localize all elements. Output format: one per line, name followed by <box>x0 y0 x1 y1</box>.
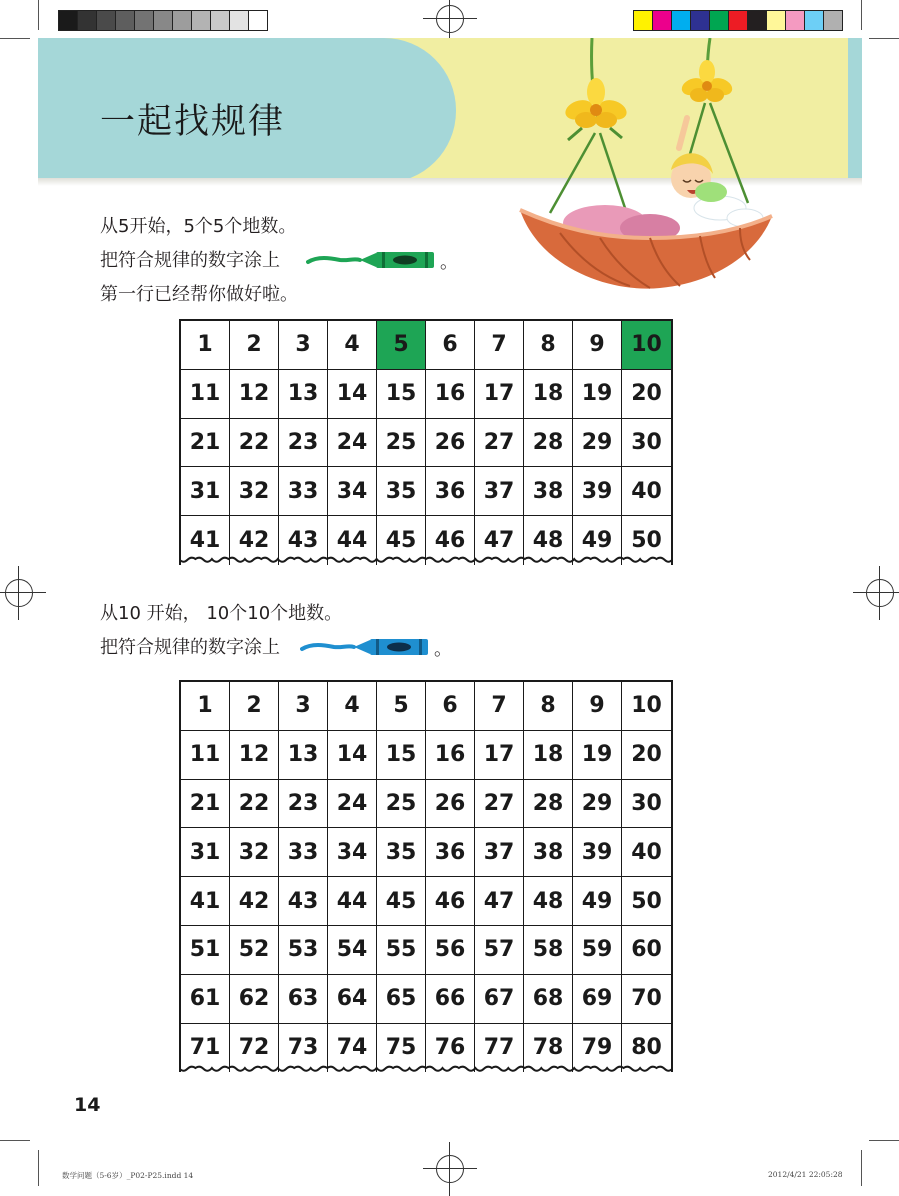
grid-cell-50[interactable]: 50 <box>622 877 671 926</box>
grid-cell-55[interactable]: 55 <box>377 926 426 975</box>
grid-cell-13[interactable]: 13 <box>279 370 328 419</box>
crop-mark <box>869 1140 899 1141</box>
calibration-swatch <box>672 11 691 30</box>
grid-cell-8[interactable]: 8 <box>524 321 573 370</box>
grid-cell-5[interactable]: 5 <box>377 682 426 731</box>
grid-cell-42[interactable]: 42 <box>230 877 279 926</box>
grid-cell-72[interactable]: 72 <box>230 1024 279 1073</box>
grid-cell-32[interactable]: 32 <box>230 467 279 516</box>
fairy-shell-swing-illustration <box>500 38 790 298</box>
grid-cell-48[interactable]: 48 <box>524 877 573 926</box>
calibration-swatch <box>748 11 767 30</box>
grid-cell-54[interactable]: 54 <box>328 926 377 975</box>
grid-cell-39[interactable]: 39 <box>573 467 622 516</box>
calibration-swatch <box>824 11 842 30</box>
calibration-swatch <box>154 11 173 30</box>
grid-cell-51[interactable]: 51 <box>181 926 230 975</box>
grid-cell-45[interactable]: 45 <box>377 877 426 926</box>
grid-cell-45[interactable]: 45 <box>377 516 426 565</box>
grid-cell-40[interactable]: 40 <box>622 828 671 877</box>
grid-cell-46[interactable]: 46 <box>426 877 475 926</box>
calibration-swatch <box>192 11 211 30</box>
grid-cell-21[interactable]: 21 <box>181 780 230 829</box>
blue-crayon-icon <box>300 636 430 658</box>
grid-cell-80[interactable]: 80 <box>631 1035 662 1061</box>
grid-cell-73[interactable]: 73 <box>279 1024 328 1073</box>
grid-cell-3[interactable]: 3 <box>279 682 328 731</box>
crop-mark <box>38 1150 39 1186</box>
grid-cell-66[interactable]: 66 <box>426 975 475 1024</box>
crop-mark <box>861 0 862 30</box>
number-grid-1-to-80 <box>179 680 673 1072</box>
grid-cell-41[interactable]: 41 <box>181 516 230 565</box>
grid-cell-16[interactable]: 16 <box>426 370 475 419</box>
grid-cell-1[interactable]: 1 <box>181 682 230 731</box>
grid-cell-78[interactable]: 78 <box>524 1024 573 1073</box>
instruction-count-by-5: 从5开始，5个5个地数。 <box>100 216 297 237</box>
grid-cell-37[interactable]: 37 <box>475 467 524 516</box>
grid-cell-14[interactable]: 14 <box>328 370 377 419</box>
grid-cell-24[interactable]: 24 <box>328 780 377 829</box>
calibration-swatch <box>767 11 786 30</box>
grid-cell-7[interactable]: 7 <box>475 682 524 731</box>
calibration-swatch <box>97 11 116 30</box>
instruction-period: 。 <box>434 639 452 660</box>
calibration-swatch <box>634 11 653 30</box>
grid-cell-30[interactable]: 30 <box>622 419 671 468</box>
page-title: 一起找规律 <box>100 102 286 142</box>
grid-cell-47[interactable]: 47 <box>475 516 524 565</box>
grid-cell-7[interactable]: 7 <box>475 321 524 370</box>
crop-mark <box>38 0 39 30</box>
grid-cell-1[interactable]: 1 <box>181 321 230 370</box>
color-calibration-strip <box>633 10 843 31</box>
grid-cell-21[interactable]: 21 <box>181 419 230 468</box>
grid-cell-29[interactable]: 29 <box>573 780 622 829</box>
grid-cell-18[interactable]: 18 <box>524 370 573 419</box>
calibration-swatch <box>116 11 135 30</box>
grid-cell-8[interactable]: 8 <box>524 682 573 731</box>
grid-cell-60[interactable]: 60 <box>622 926 671 975</box>
grid-cell-34[interactable]: 34 <box>328 828 377 877</box>
grid-cell-33[interactable]: 33 <box>279 828 328 877</box>
calibration-swatch <box>135 11 154 30</box>
calibration-swatch <box>786 11 805 30</box>
calibration-swatch <box>653 11 672 30</box>
grid-cell-9[interactable]: 9 <box>573 682 622 731</box>
grid-cell-15[interactable]: 15 <box>377 731 426 780</box>
grid-cell-2[interactable]: 2 <box>230 682 279 731</box>
grid-cell-22[interactable]: 22 <box>230 780 279 829</box>
grid-cell-79[interactable]: 79 <box>573 1024 622 1073</box>
grid-cell-28[interactable]: 28 <box>524 419 573 468</box>
grid-cell-58[interactable]: 58 <box>524 926 573 975</box>
grid-cell-11[interactable]: 11 <box>181 731 230 780</box>
instruction-color-numbers: 把符合规律的数字涂上 <box>100 250 280 271</box>
grid-cell-69[interactable]: 69 <box>573 975 622 1024</box>
registration-mark-bottom <box>436 1155 464 1183</box>
grid-cell-41[interactable]: 41 <box>181 877 230 926</box>
grid-cell-15[interactable]: 15 <box>377 370 426 419</box>
grid-cell-18[interactable]: 18 <box>524 731 573 780</box>
grid-cell-16[interactable]: 16 <box>426 731 475 780</box>
grid-cell-22[interactable]: 22 <box>230 419 279 468</box>
calibration-swatch <box>729 11 748 30</box>
grid-cell-14[interactable]: 14 <box>328 731 377 780</box>
grid-cell-3[interactable]: 3 <box>279 321 328 370</box>
grid-cell-44[interactable]: 44 <box>328 877 377 926</box>
calibration-swatch <box>805 11 824 30</box>
grid-cell-33[interactable]: 33 <box>279 467 328 516</box>
grid-cell-27[interactable]: 27 <box>475 780 524 829</box>
grid-cell-74[interactable]: 74 <box>328 1024 377 1073</box>
print-slug-filename: 数学问题（5-6岁）_P02-P25.indd 14 <box>62 1171 194 1180</box>
grid-cell-49[interactable]: 49 <box>573 516 622 565</box>
grid-cell-38[interactable]: 38 <box>524 467 573 516</box>
grid-cell-2[interactable]: 2 <box>230 321 279 370</box>
grid-cell-67[interactable]: 67 <box>475 975 524 1024</box>
grid-cell-4[interactable]: 4 <box>328 321 377 370</box>
grid-cell-10[interactable]: 10 <box>622 682 671 731</box>
number-grid-1-to-50 <box>179 319 673 565</box>
grid-cell-42[interactable]: 42 <box>230 516 279 565</box>
grid-cell-13[interactable]: 13 <box>279 731 328 780</box>
grid-cell-46[interactable]: 46 <box>426 516 475 565</box>
grid-cell-25[interactable]: 25 <box>377 419 426 468</box>
instruction-color-numbers-blue: 把符合规律的数字涂上 <box>100 637 280 658</box>
calibration-swatch <box>59 11 78 30</box>
grid-cell-61[interactable]: 61 <box>181 975 230 1024</box>
grid-cell-43[interactable]: 43 <box>279 877 328 926</box>
grid-cell-63[interactable]: 63 <box>279 975 328 1024</box>
grid-cell-23[interactable]: 23 <box>279 419 328 468</box>
crop-mark <box>0 1140 30 1141</box>
grid-cell-19[interactable]: 19 <box>573 731 622 780</box>
grid-cell-56[interactable]: 56 <box>426 926 475 975</box>
grid-cell-65[interactable]: 65 <box>377 975 426 1024</box>
instruction-period: 。 <box>440 252 458 273</box>
grid-cell-34[interactable]: 34 <box>328 467 377 516</box>
calibration-swatch <box>691 11 710 30</box>
grid-cell-71[interactable]: 71 <box>181 1024 230 1073</box>
page-number: 14 <box>74 1094 101 1116</box>
grid-cell-5[interactable]: 5 <box>377 321 426 370</box>
green-crayon-icon <box>306 249 436 271</box>
calibration-swatch <box>710 11 729 30</box>
instruction-count-by-10: 从10 开始， 10个10个地数。 <box>100 603 343 624</box>
calibration-swatch <box>173 11 192 30</box>
grid-cell-76[interactable]: 76 <box>426 1024 475 1073</box>
grid-cell-31[interactable]: 31 <box>181 828 230 877</box>
calibration-swatch <box>230 11 249 30</box>
instruction-first-row-done: 第一行已经帮你做好啦。 <box>100 284 298 305</box>
grid-cell-24[interactable]: 24 <box>328 419 377 468</box>
grid-cell-43[interactable]: 43 <box>279 516 328 565</box>
grid-cell-44[interactable]: 44 <box>328 516 377 565</box>
registration-mark-top <box>436 5 464 33</box>
grid-cell-35[interactable]: 35 <box>377 467 426 516</box>
grid-cell-53[interactable]: 53 <box>279 926 328 975</box>
grid-cell-37[interactable]: 37 <box>475 828 524 877</box>
grid-cell-26[interactable]: 26 <box>426 419 475 468</box>
grid-cell-29[interactable]: 29 <box>573 419 622 468</box>
grid-cell-48[interactable]: 48 <box>524 516 573 565</box>
grid-cell-32[interactable]: 32 <box>230 828 279 877</box>
grid-cell-6[interactable]: 6 <box>426 682 475 731</box>
grid-cell-36[interactable]: 36 <box>426 828 475 877</box>
grid-cell-30[interactable]: 30 <box>622 780 671 829</box>
gray-calibration-strip <box>58 10 268 31</box>
grid-cell-17[interactable]: 17 <box>475 370 524 419</box>
grid-cell-62[interactable]: 62 <box>230 975 279 1024</box>
grid-cell-68[interactable]: 68 <box>524 975 573 1024</box>
grid-cell-28[interactable]: 28 <box>524 780 573 829</box>
grid-cell-47[interactable]: 47 <box>475 877 524 926</box>
grid-cell-75[interactable]: 75 <box>377 1024 426 1073</box>
grid-cell-19[interactable]: 19 <box>573 370 622 419</box>
crop-mark <box>869 38 899 39</box>
grid-cell-64[interactable]: 64 <box>328 975 377 1024</box>
grid-torn-edge <box>179 555 673 567</box>
grid-cell-12[interactable]: 12 <box>230 731 279 780</box>
print-slug-timestamp: 2012/4/21 22:05:28 <box>768 1170 843 1179</box>
grid-cell-70[interactable]: 70 <box>622 975 671 1024</box>
grid-cell-20[interactable]: 20 <box>622 731 671 780</box>
calibration-swatch <box>211 11 230 30</box>
grid-cell-23[interactable]: 23 <box>279 780 328 829</box>
grid-cell-77[interactable]: 77 <box>475 1024 524 1073</box>
grid-cell-59[interactable]: 59 <box>573 926 622 975</box>
grid-cell-10[interactable]: 10 <box>622 321 671 370</box>
grid-cell-9[interactable]: 9 <box>573 321 622 370</box>
grid-cell-6[interactable]: 6 <box>426 321 475 370</box>
grid-cell-38[interactable]: 38 <box>524 828 573 877</box>
grid-cell-12[interactable]: 12 <box>230 370 279 419</box>
header-edge <box>848 38 862 183</box>
registration-mark-right <box>866 579 894 607</box>
registration-mark-left <box>5 579 33 607</box>
grid-cell-39[interactable]: 39 <box>573 828 622 877</box>
grid-cell-11[interactable]: 11 <box>181 370 230 419</box>
grid-cell-52[interactable]: 52 <box>230 926 279 975</box>
grid-cell-40[interactable]: 40 <box>622 467 671 516</box>
calibration-swatch <box>78 11 97 30</box>
grid-cell-35[interactable]: 35 <box>377 828 426 877</box>
grid-cell-27[interactable]: 27 <box>475 419 524 468</box>
grid-cell-50[interactable]: 50 <box>631 528 662 554</box>
grid-cell-57[interactable]: 57 <box>475 926 524 975</box>
grid-cell-4[interactable]: 4 <box>328 682 377 731</box>
calibration-swatch <box>249 11 267 30</box>
crop-mark <box>861 1150 862 1186</box>
grid-cell-25[interactable]: 25 <box>377 780 426 829</box>
grid-cell-17[interactable]: 17 <box>475 731 524 780</box>
crop-mark <box>0 38 30 39</box>
grid-torn-edge <box>179 1064 673 1076</box>
grid-cell-20[interactable]: 20 <box>622 370 671 419</box>
grid-cell-49[interactable]: 49 <box>573 877 622 926</box>
grid-cell-36[interactable]: 36 <box>426 467 475 516</box>
grid-cell-26[interactable]: 26 <box>426 780 475 829</box>
grid-cell-31[interactable]: 31 <box>181 467 230 516</box>
